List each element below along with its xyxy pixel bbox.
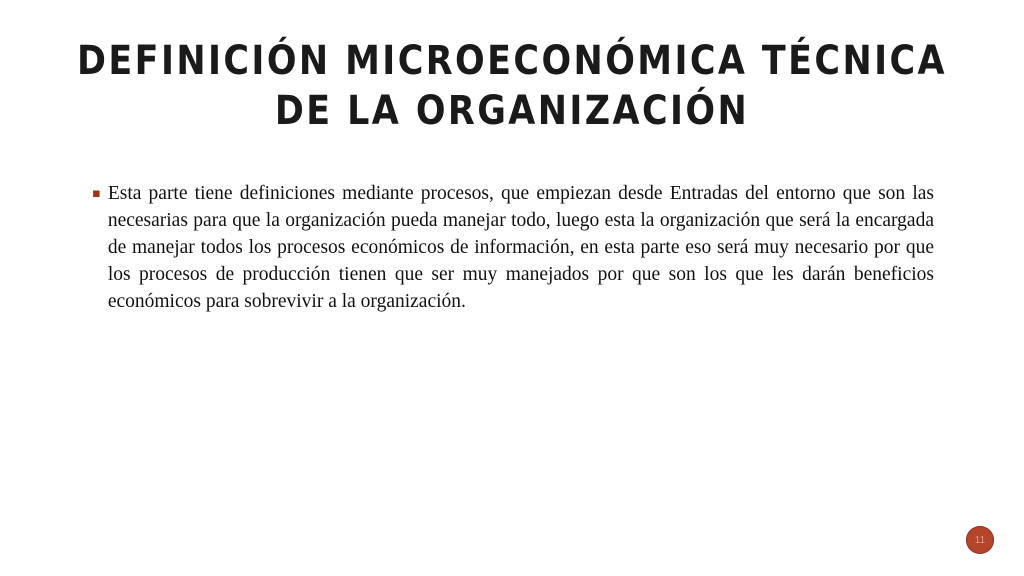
body-content (92, 180, 934, 315)
page-number-label: 11 (974, 534, 986, 546)
body-paragraph: Esta parte tiene definiciones mediante procesos, que empiezan desde Entradas del entorno que son las necesarias para que la organización pueda manejar todo, luego esta la organización que será la encargada de manejar todos los procesos económicos de información, en esta parte eso será muy necesario por que los procesos de producción tienen que ser muy manejados por que son los que les darán beneficios económicos para sobrevivir a la organización. (107, 183, 934, 312)
list-item (92, 180, 934, 315)
bullet-square-icon: ▪ (92, 186, 101, 201)
page-title: DEFINICIÓN MICROECONÓMICA TÉCNICA DE LA ORGANIZACIÓN (76, 38, 947, 134)
page-number-badge (966, 526, 994, 554)
